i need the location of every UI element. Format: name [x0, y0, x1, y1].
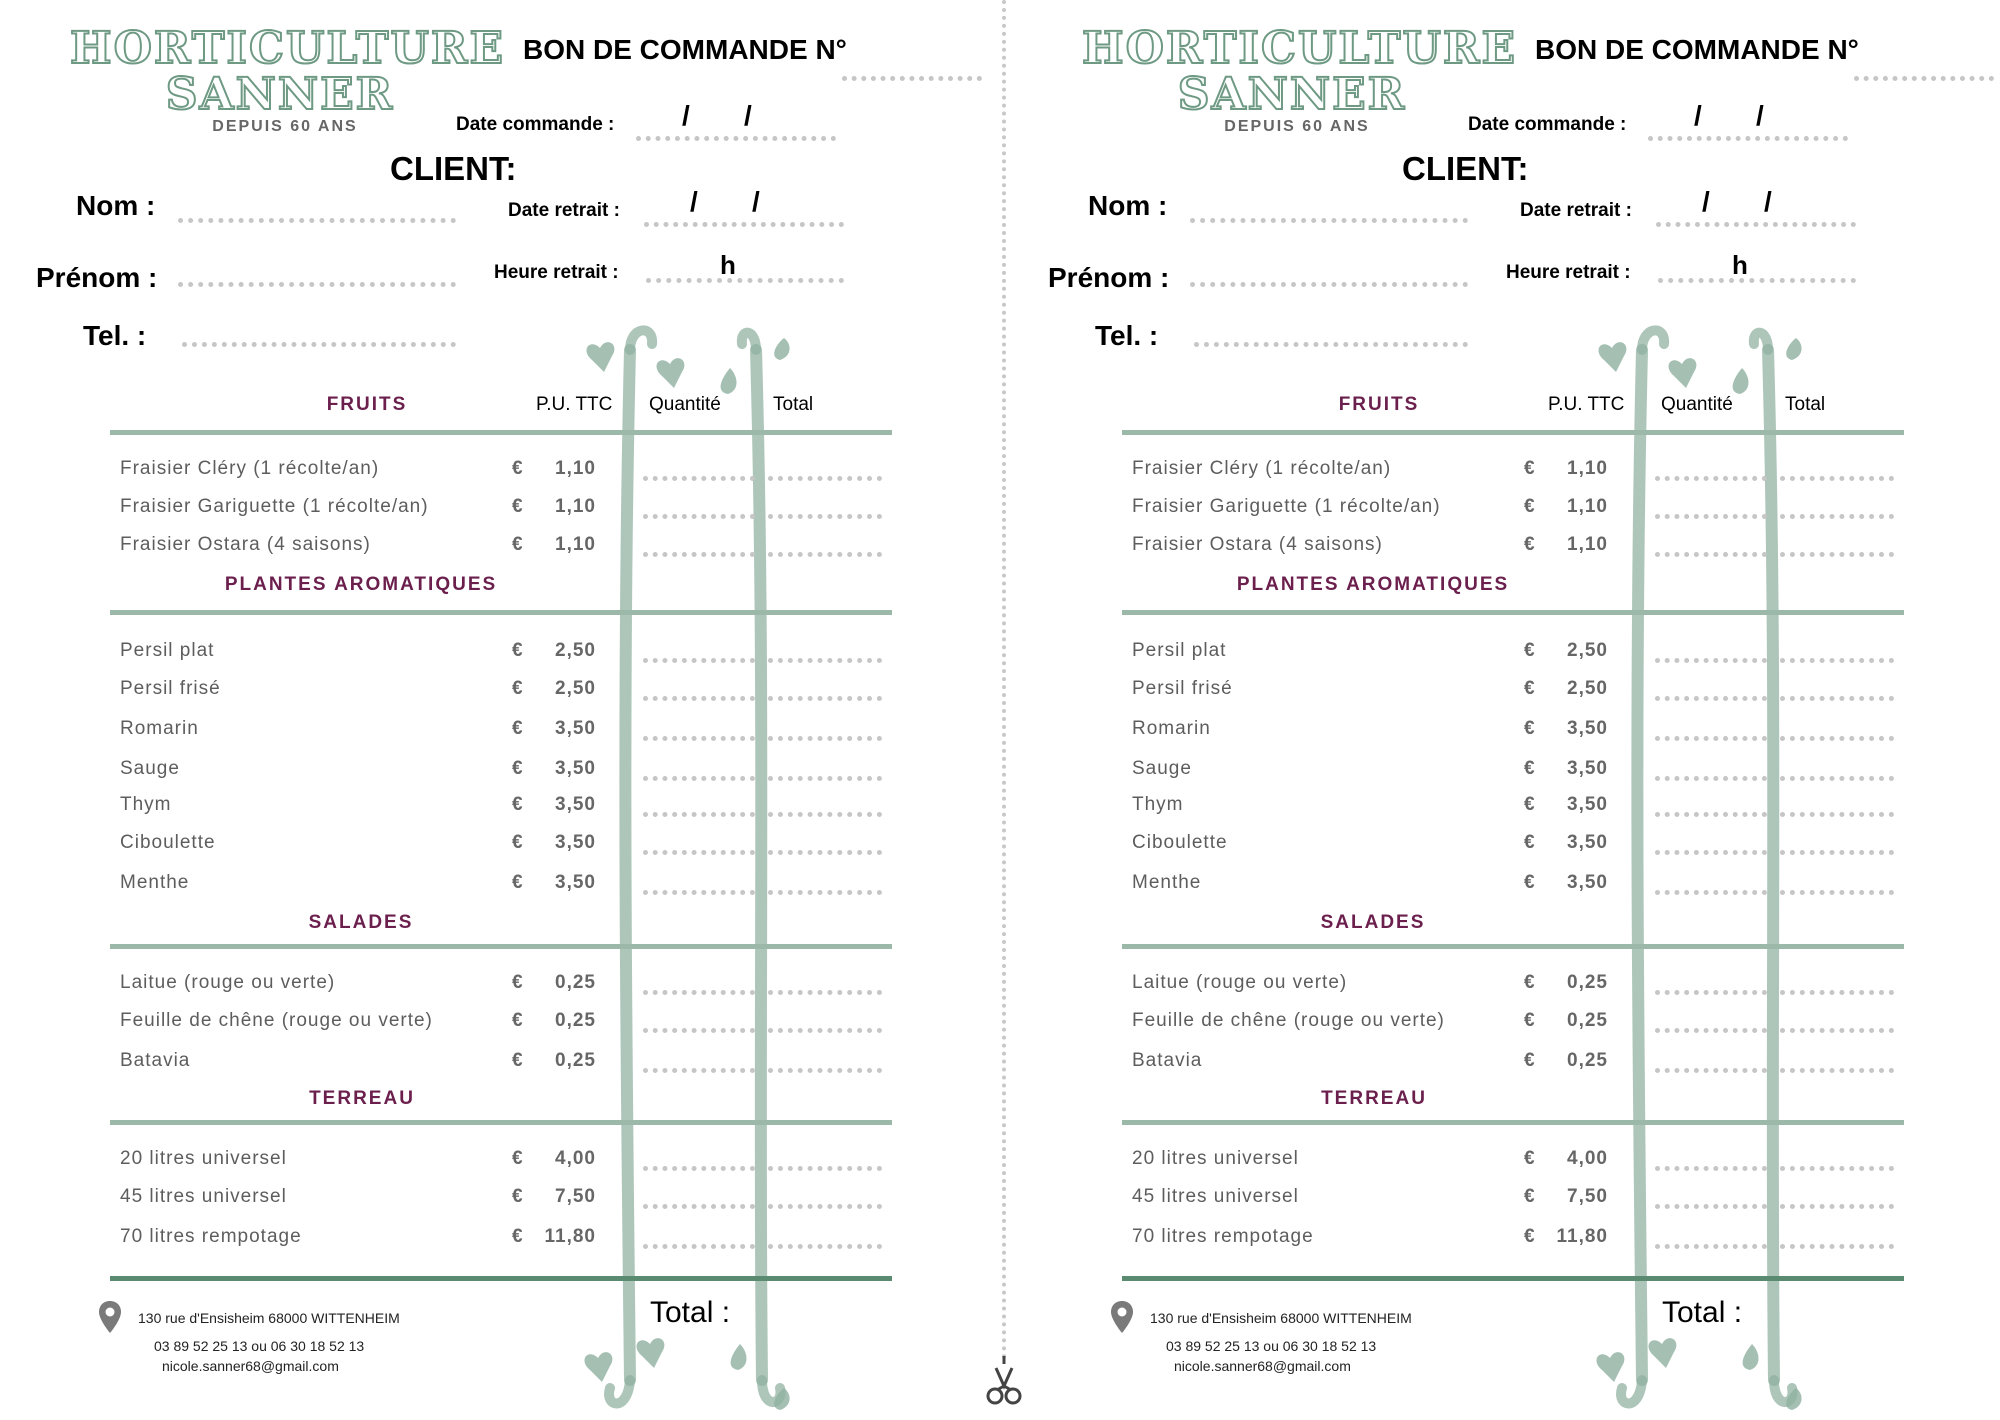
item-name: Thym — [120, 794, 172, 815]
unit-price: 0,25 — [555, 1010, 596, 1031]
currency-symbol: € — [1524, 534, 1535, 555]
unit-price: 1,10 — [1567, 458, 1608, 479]
currency-symbol: € — [512, 1186, 523, 1207]
date-separator: / — [1764, 186, 1772, 217]
date-separator: / — [744, 100, 752, 131]
unit-price: 4,00 — [555, 1148, 596, 1169]
vine-decoration — [1582, 320, 1822, 1420]
line-total-field[interactable] — [768, 1244, 882, 1249]
order-date-label: Date commande : — [1468, 114, 1627, 135]
line-total-field[interactable] — [1780, 890, 1894, 895]
item-name: Ciboulette — [1132, 832, 1228, 853]
line-total-field[interactable] — [1780, 552, 1894, 557]
pickup-date-field[interactable] — [644, 222, 844, 227]
quantity-field[interactable] — [643, 990, 755, 995]
item-name: Persil frisé — [1132, 678, 1233, 699]
item-name: 70 litres rempotage — [1132, 1226, 1314, 1247]
unit-price: 3,50 — [1567, 872, 1608, 893]
table-end-rule — [1122, 1276, 1904, 1281]
date-separator: / — [682, 100, 690, 131]
currency-symbol: € — [1524, 832, 1535, 853]
pickup-time-field[interactable] — [1658, 278, 1856, 283]
item-name: Fraisier Gariguette (1 récolte/an) — [1132, 496, 1441, 517]
pickup-time-field[interactable] — [646, 278, 844, 283]
line-total-field[interactable] — [1780, 1204, 1894, 1209]
category-header: PLANTES AROMATIQUES — [224, 574, 498, 595]
currency-symbol: € — [1524, 1010, 1535, 1031]
line-total-field[interactable] — [1780, 1244, 1894, 1249]
unit-price: 3,50 — [1567, 718, 1608, 739]
unit-price: 0,25 — [555, 972, 596, 993]
line-total-field[interactable] — [768, 552, 882, 557]
order-form-left — [0, 0, 1000, 1414]
brand-tagline: DEPUIS 60 ANS — [212, 118, 358, 135]
currency-symbol: € — [512, 718, 523, 739]
currency-symbol: € — [1524, 496, 1535, 517]
phone-label: Tel. : — [1095, 320, 1159, 351]
category-rule — [1122, 610, 1904, 615]
name-label: Nom : — [1088, 190, 1168, 221]
unit-price: 1,10 — [555, 458, 596, 479]
item-name: Feuille de chêne (rouge ou verte) — [120, 1010, 433, 1031]
line-total-field[interactable] — [1780, 776, 1894, 781]
currency-symbol: € — [1524, 1226, 1535, 1247]
form-title: BON DE COMMANDE N° — [1535, 34, 1859, 65]
phone-field[interactable] — [182, 342, 456, 347]
form-title: BON DE COMMANDE N° — [523, 34, 847, 65]
quantity-field[interactable] — [1655, 476, 1767, 481]
currency-symbol: € — [512, 1226, 523, 1247]
item-name: Laitue (rouge ou verte) — [1132, 972, 1348, 993]
total-header: Total — [1785, 394, 1826, 415]
category-rule — [110, 1120, 892, 1125]
firstname-field[interactable] — [178, 282, 456, 287]
line-total-field[interactable] — [1780, 850, 1894, 855]
quantity-field[interactable] — [1655, 514, 1767, 519]
order-number-field[interactable] — [1854, 76, 1994, 81]
unit-price: 3,50 — [555, 758, 596, 779]
currency-symbol: € — [1524, 794, 1535, 815]
order-date-label: Date commande : — [456, 114, 615, 135]
line-total-field[interactable] — [768, 696, 882, 701]
category-rule — [1122, 1120, 1904, 1125]
unit-price: 3,50 — [555, 872, 596, 893]
brand-name-line2: SANNER — [165, 69, 395, 120]
unit-price: 0,25 — [1567, 1050, 1608, 1071]
line-total-field[interactable] — [768, 514, 882, 519]
quantity-header: Quantité — [1661, 394, 1733, 415]
grand-total-label: Total : — [650, 1296, 731, 1329]
firstname-label: Prénom : — [1048, 262, 1170, 293]
quantity-field[interactable] — [1655, 1204, 1767, 1209]
quantity-field[interactable] — [1655, 1028, 1767, 1033]
currency-symbol: € — [1524, 718, 1535, 739]
unit-price: 7,50 — [555, 1186, 596, 1207]
category-header: TERREAU — [309, 1088, 415, 1109]
item-name: Laitue (rouge ou verte) — [120, 972, 336, 993]
line-total-field[interactable] — [1780, 812, 1894, 817]
currency-symbol: € — [512, 678, 523, 699]
name-label: Nom : — [76, 190, 156, 221]
quantity-field[interactable] — [643, 552, 755, 557]
unit-price: 2,50 — [555, 678, 596, 699]
line-total-field[interactable] — [768, 776, 882, 781]
currency-symbol: € — [512, 458, 523, 479]
category-header: SALADES — [1320, 912, 1426, 933]
unit-price: 1,10 — [555, 534, 596, 555]
currency-symbol: € — [512, 972, 523, 993]
currency-symbol: € — [512, 872, 523, 893]
unit-price: 1,10 — [1567, 496, 1608, 517]
unit-price: 2,50 — [1567, 640, 1608, 661]
quantity-field[interactable] — [643, 850, 755, 855]
line-total-field[interactable] — [1780, 696, 1894, 701]
table-end-rule — [110, 1276, 892, 1281]
currency-symbol: € — [512, 534, 523, 555]
currency-symbol: € — [1524, 1186, 1535, 1207]
quantity-field[interactable] — [643, 736, 755, 741]
quantity-field[interactable] — [1655, 776, 1767, 781]
location-pin-icon — [1110, 1300, 1134, 1334]
category-rule — [1122, 944, 1904, 949]
item-name: Fraisier Gariguette (1 récolte/an) — [120, 496, 429, 517]
line-total-field[interactable] — [1780, 1028, 1894, 1033]
line-total-field[interactable] — [768, 890, 882, 895]
item-name: Batavia — [1132, 1050, 1203, 1071]
quantity-field[interactable] — [1655, 696, 1767, 701]
item-name: Ciboulette — [120, 832, 216, 853]
currency-symbol: € — [512, 758, 523, 779]
date-separator: / — [1702, 186, 1710, 217]
quantity-field[interactable] — [1655, 552, 1767, 557]
quantity-field[interactable] — [643, 1166, 755, 1171]
quantity-header: Quantité — [649, 394, 721, 415]
currency-symbol: € — [1524, 972, 1535, 993]
unit-price: 1,10 — [555, 496, 596, 517]
item-name: Fraisier Cléry (1 récolte/an) — [120, 458, 380, 479]
name-field[interactable] — [1190, 218, 1468, 223]
category-header: FRUITS — [1338, 394, 1420, 415]
quantity-field[interactable] — [643, 696, 755, 701]
phone-numbers: 03 89 52 25 13 ou 06 30 18 52 13 — [1166, 1338, 1377, 1354]
item-name: 70 litres rempotage — [120, 1226, 302, 1247]
unit-price: 0,25 — [1567, 972, 1608, 993]
unit-price: 0,25 — [1567, 1010, 1608, 1031]
category-rule — [110, 430, 892, 435]
phone-numbers: 03 89 52 25 13 ou 06 30 18 52 13 — [154, 1338, 365, 1354]
item-name: Menthe — [120, 872, 190, 893]
category-header: SALADES — [308, 912, 414, 933]
unit-price: 3,50 — [555, 794, 596, 815]
item-name: Fraisier Ostara (4 saisons) — [120, 534, 371, 555]
currency-symbol: € — [512, 640, 523, 661]
quantity-field[interactable] — [1655, 850, 1767, 855]
address: 130 rue d'Ensisheim 68000 WITTENHEIM — [138, 1310, 400, 1326]
unit-price: 1,10 — [1567, 534, 1608, 555]
item-name: Romarin — [1132, 718, 1211, 739]
line-total-field[interactable] — [1780, 476, 1894, 481]
unit-price: 7,50 — [1567, 1186, 1608, 1207]
line-total-field[interactable] — [1780, 1166, 1894, 1171]
item-name: Feuille de chêne (rouge ou verte) — [1132, 1010, 1445, 1031]
brand-name: HORTICULTURE — [1082, 23, 1517, 74]
item-name: Sauge — [1132, 758, 1192, 779]
name-field[interactable] — [178, 218, 456, 223]
location-pin-icon — [98, 1300, 122, 1334]
quantity-field[interactable] — [643, 1204, 755, 1209]
currency-symbol: € — [1524, 872, 1535, 893]
currency-symbol: € — [512, 496, 523, 517]
unit-price-header: P.U. TTC — [536, 394, 613, 415]
quantity-field[interactable] — [643, 812, 755, 817]
quantity-field[interactable] — [643, 1068, 755, 1073]
currency-symbol: € — [512, 832, 523, 853]
date-separator: / — [1694, 100, 1702, 131]
item-name: Romarin — [120, 718, 199, 739]
quantity-field[interactable] — [1655, 1068, 1767, 1073]
category-rule — [1122, 430, 1904, 435]
line-total-field[interactable] — [1780, 514, 1894, 519]
quantity-field[interactable] — [643, 476, 755, 481]
line-total-field[interactable] — [768, 1028, 882, 1033]
unit-price: 3,50 — [1567, 832, 1608, 853]
line-total-field[interactable] — [768, 1204, 882, 1209]
unit-price: 3,50 — [1567, 794, 1608, 815]
category-header: PLANTES AROMATIQUES — [1236, 574, 1510, 595]
brand-name-line2: SANNER — [1177, 69, 1407, 120]
order-number-field[interactable] — [842, 76, 982, 81]
category-header: TERREAU — [1321, 1088, 1427, 1109]
line-total-field[interactable] — [768, 1068, 882, 1073]
currency-symbol: € — [1524, 640, 1535, 661]
item-name: Menthe — [1132, 872, 1202, 893]
date-separator: / — [752, 186, 760, 217]
quantity-field[interactable] — [1655, 890, 1767, 895]
item-name: 20 litres universel — [120, 1148, 287, 1169]
line-total-field[interactable] — [768, 812, 882, 817]
unit-price: 0,25 — [555, 1050, 596, 1071]
address: 130 rue d'Ensisheim 68000 WITTENHEIM — [1150, 1310, 1412, 1326]
vine-decoration — [570, 320, 810, 1420]
unit-price: 2,50 — [1567, 678, 1608, 699]
line-total-field[interactable] — [1780, 658, 1894, 663]
pickup-time-label: Heure retrait : — [494, 262, 619, 283]
currency-symbol: € — [512, 1010, 523, 1031]
date-separator: / — [690, 186, 698, 217]
currency-symbol: € — [1524, 1050, 1535, 1071]
item-name: Sauge — [120, 758, 180, 779]
line-total-field[interactable] — [768, 658, 882, 663]
unit-price: 4,00 — [1567, 1148, 1608, 1169]
line-total-field[interactable] — [768, 850, 882, 855]
line-total-field[interactable] — [768, 990, 882, 995]
unit-price: 2,50 — [555, 640, 596, 661]
client-heading: CLIENT: — [390, 150, 517, 187]
hour-suffix: h — [720, 250, 736, 280]
unit-price: 3,50 — [555, 718, 596, 739]
currency-symbol: € — [1524, 458, 1535, 479]
email: nicole.sanner68@gmail.com — [162, 1358, 339, 1374]
unit-price: 3,50 — [1567, 758, 1608, 779]
line-total-field[interactable] — [1780, 736, 1894, 741]
quantity-field[interactable] — [643, 514, 755, 519]
quantity-field[interactable] — [643, 1028, 755, 1033]
quantity-field[interactable] — [1655, 658, 1767, 663]
hour-suffix: h — [1732, 250, 1748, 280]
line-total-field[interactable] — [1780, 1068, 1894, 1073]
currency-symbol: € — [1524, 758, 1535, 779]
currency-symbol: € — [1524, 678, 1535, 699]
item-name: Batavia — [120, 1050, 191, 1071]
item-name: Persil plat — [120, 640, 215, 661]
item-name: 45 litres universel — [120, 1186, 287, 1207]
category-rule — [110, 944, 892, 949]
quantity-field[interactable] — [1655, 1166, 1767, 1171]
quantity-field[interactable] — [643, 1244, 755, 1249]
category-header: FRUITS — [326, 394, 408, 415]
line-total-field[interactable] — [768, 1166, 882, 1171]
quantity-field[interactable] — [1655, 812, 1767, 817]
item-name: Thym — [1132, 794, 1184, 815]
pickup-date-label: Date retrait : — [1520, 200, 1632, 221]
line-total-field[interactable] — [768, 476, 882, 481]
item-name: Persil plat — [1132, 640, 1227, 661]
grand-total-label: Total : — [1662, 1296, 1743, 1329]
cut-line — [1002, 0, 1006, 1360]
category-rule — [110, 610, 892, 615]
quantity-field[interactable] — [1655, 990, 1767, 995]
brand-tagline: DEPUIS 60 ANS — [1224, 118, 1370, 135]
item-name: 45 litres universel — [1132, 1186, 1299, 1207]
firstname-label: Prénom : — [36, 262, 158, 293]
quantity-field[interactable] — [643, 658, 755, 663]
order-date-field[interactable] — [1648, 136, 1848, 141]
quantity-field[interactable] — [643, 776, 755, 781]
pickup-date-label: Date retrait : — [508, 200, 620, 221]
line-total-field[interactable] — [1780, 990, 1894, 995]
phone-label: Tel. : — [83, 320, 147, 351]
email: nicole.sanner68@gmail.com — [1174, 1358, 1351, 1374]
item-name: Persil frisé — [120, 678, 221, 699]
currency-symbol: € — [1524, 1148, 1535, 1169]
client-heading: CLIENT: — [1402, 150, 1529, 187]
item-name: Fraisier Ostara (4 saisons) — [1132, 534, 1383, 555]
quantity-field[interactable] — [1655, 736, 1767, 741]
firstname-field[interactable] — [1190, 282, 1468, 287]
unit-price: 11,80 — [544, 1226, 596, 1247]
unit-price-header: P.U. TTC — [1548, 394, 1625, 415]
pickup-time-label: Heure retrait : — [1506, 262, 1631, 283]
item-name: Fraisier Cléry (1 récolte/an) — [1132, 458, 1392, 479]
currency-symbol: € — [512, 794, 523, 815]
unit-price: 11,80 — [1556, 1226, 1608, 1247]
line-total-field[interactable] — [768, 736, 882, 741]
phone-field[interactable] — [1194, 342, 1468, 347]
currency-symbol: € — [512, 1148, 523, 1169]
quantity-field[interactable] — [643, 890, 755, 895]
pickup-date-field[interactable] — [1656, 222, 1856, 227]
total-header: Total — [773, 394, 814, 415]
brand-name: HORTICULTURE — [70, 23, 505, 74]
quantity-field[interactable] — [1655, 1244, 1767, 1249]
unit-price: 3,50 — [555, 832, 596, 853]
item-name: 20 litres universel — [1132, 1148, 1299, 1169]
currency-symbol: € — [512, 1050, 523, 1071]
order-form-right — [1012, 0, 2000, 1414]
order-date-field[interactable] — [636, 136, 836, 141]
date-separator: / — [1756, 100, 1764, 131]
